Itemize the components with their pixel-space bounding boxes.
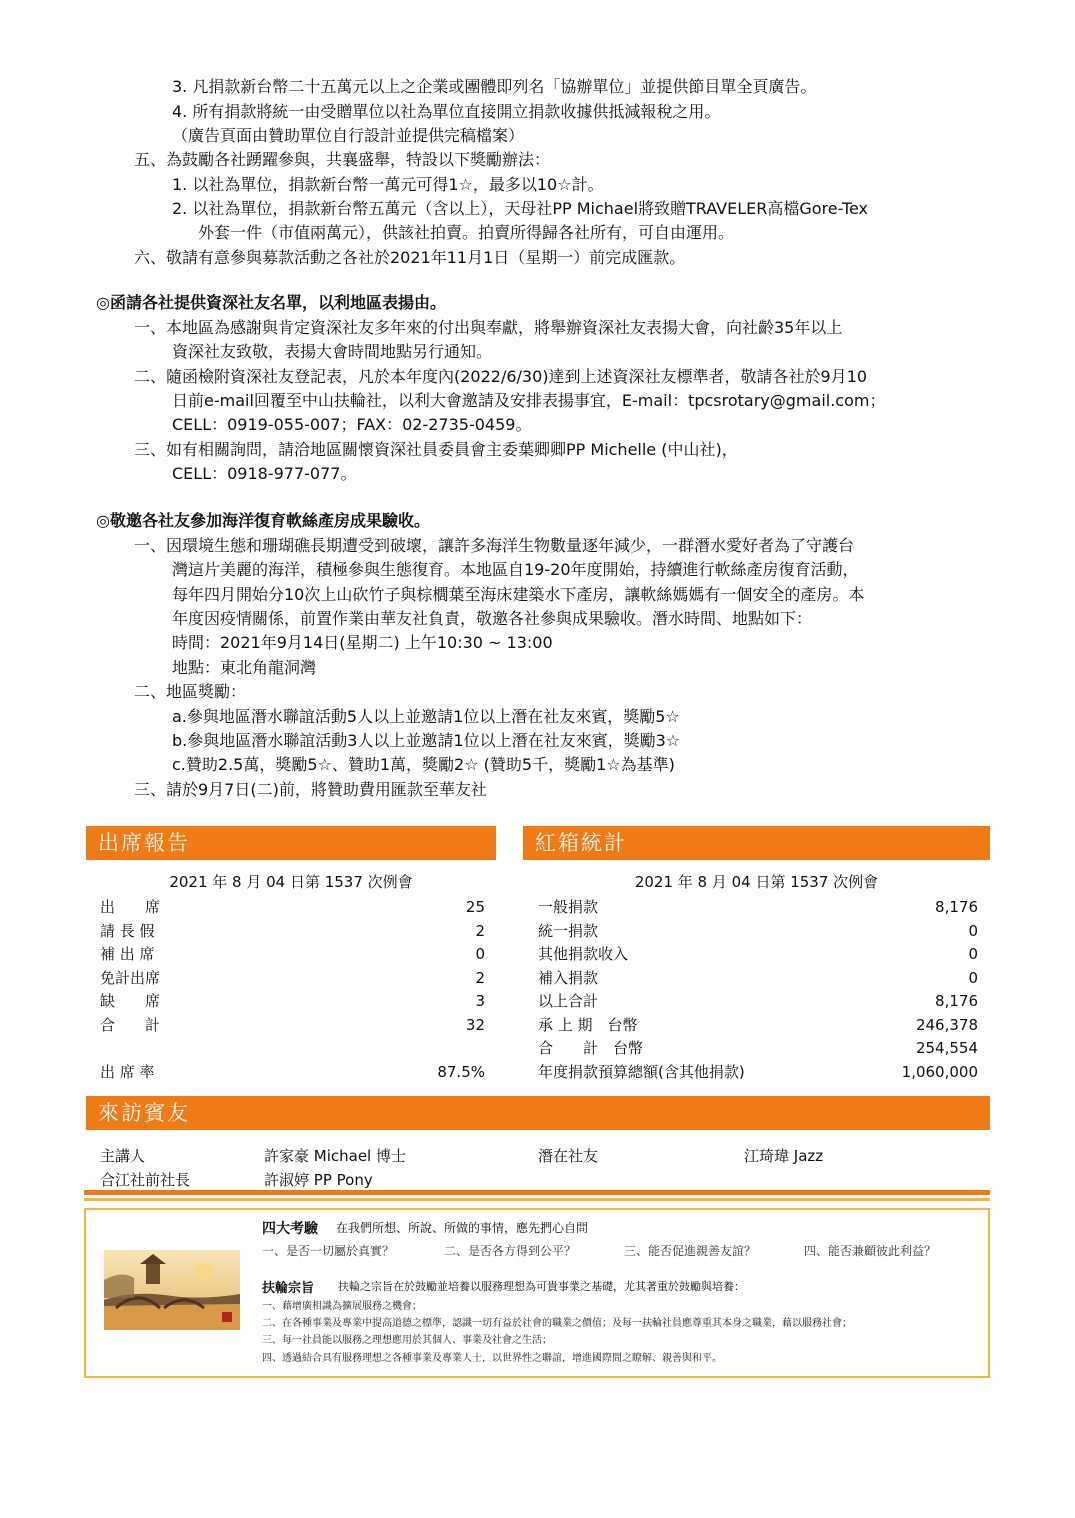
divider-strip <box>84 1190 990 1195</box>
ocean-heading: ◎敬邀各社友參加海洋復育軟絲產房成果驗收。 <box>96 511 430 530</box>
district-reward-heading: 二、地區獎勵： <box>134 682 247 701</box>
redbox-header: 紅箱統計 <box>523 826 990 860</box>
attendance-rate-value: 87.5% <box>437 1063 485 1081</box>
object-intro: 扶輪之宗旨在於鼓勵並培養以服務理想為可貴事業之基礎，尤其著重於鼓勵與培養： <box>338 1280 745 1293</box>
redbox-meeting: 2021 年 8 月 04 日第 1537 次例會 <box>634 873 879 891</box>
ocean-p1: 一、因環境生態和珊瑚礁長期遭受到破壞，讓許多海洋生物數量逐年減少，一群潛水愛好者為了守護台 <box>134 536 855 555</box>
attendance-value: 25 <box>465 898 485 916</box>
attendance-value: 3 <box>475 992 485 1010</box>
remittance-deadline: 六、敬請有意參與募款活動之各社於2021年11月1日（星期一）前完成匯款。 <box>134 248 686 267</box>
senior-p3: 三、如有相關詢問，請洽地區關懷資深社員委員會主委葉卿卿PP Michelle (中山社)， <box>134 440 738 459</box>
donation-rule-3: 3. 凡捐款新台幣二十五萬元以上之企業或團體即列名「協辦單位」並提供節目單全頁廣告。 <box>172 77 817 96</box>
senior-p1: 一、本地區為感謝與肯定資深社友多年來的付出與奉獻，將舉辦資深社友表揚大會，向社齡35年以上 <box>134 318 843 337</box>
senior-p1-cont: 資深社友致敬，表揚大會時間地點另行通知。 <box>172 342 493 361</box>
visitor-role-2: 潛在社友 <box>538 1147 599 1165</box>
redbox-row <box>538 1038 978 1058</box>
four-way-q4: 四、能否兼顧彼此利益？ <box>804 1244 937 1258</box>
object-2: 二、在各種事業及專業中提高道德之標準，認識一切有益於社會的職業之價值；及每一扶輪社員應尊重其本身之職業，藉以服務社會； <box>262 1318 852 1329</box>
visitor-role-3: 合江社前社長 <box>100 1171 191 1189</box>
senior-p2-contact: CELL：0919-055-007；FAX：02-2735-0459。 <box>172 415 532 434</box>
redbox-value: 246,378 <box>915 1015 978 1034</box>
attendance-row <box>100 968 485 988</box>
object-3: 三、每一社員能以服務之理想應用於其個人、事業及社會之生活； <box>262 1335 552 1346</box>
attendance-value: 2 <box>475 968 485 987</box>
senior-p2: 二、隨函檢附資深社友登記表，凡於本年度內(2022/6/30)達到上述資深社友標準者，敬請各社於9月10 <box>134 367 868 386</box>
redbox-row <box>538 1062 978 1082</box>
object-1: 一、藉增廣相識為擴展服務之機會； <box>262 1301 422 1312</box>
visitor-name-3: 許淑婷 PP Pony <box>264 1171 373 1189</box>
attendance-value: 32 <box>465 1015 485 1034</box>
redbox-label: 補入捐款 <box>538 968 599 987</box>
ocean-p1-c: 每年四月開始分10次上山砍竹子與棕櫚葉至海床建築水下產房，讓軟絲媽媽有一個安全的產房。本 <box>172 585 865 604</box>
attendance-label: 免計出席 <box>100 968 161 987</box>
district-reward-c: c.贊助2.5萬，獎勵5☆、贊助1萬，獎勵2☆ (贊助5千，獎勵1☆為基準) <box>172 755 675 774</box>
attendance-row <box>100 991 485 1011</box>
redbox-label: 承 上 期 台幣 <box>538 1015 638 1034</box>
visitor-name-2: 江琦瑋 Jazz <box>744 1147 824 1165</box>
sponsor-deadline: 三、請於9月7日(二)前，將贊助費用匯款至華友社 <box>134 780 487 799</box>
redbox-row <box>538 921 978 941</box>
redbox-row <box>538 1015 978 1035</box>
redbox-label: 統一捐款 <box>538 921 599 940</box>
district-reward-b: b.參與地區潛水聯誼活動3人以上並邀請1位以上潛在社友來賓，獎勵3☆ <box>172 731 681 750</box>
reward-rule-2-cont: 外套一件（市值兩萬元），供該社拍賣。拍賣所得歸各社所有，可自由運用。 <box>198 223 735 242</box>
redbox-value: 0 <box>968 945 978 963</box>
reward-heading: 五、為鼓勵各社踴躍參與，共襄盛舉，特設以下獎勵辦法： <box>134 150 551 169</box>
attendance-row <box>100 1015 485 1035</box>
ocean-p1-d: 年度因疫情關係，前置作業由華友社負責，敬邀各社參與成果驗收。潛水時間、地點如下： <box>172 609 813 628</box>
redbox-value: 254,554 <box>915 1039 978 1057</box>
attendance-value: 2 <box>475 921 485 940</box>
four-way-q2: 二、是否各方得到公平？ <box>444 1244 577 1258</box>
redbox-value: 8,176 <box>935 898 978 916</box>
senior-heading: ◎函請各社提供資深社友名單，以利地區表揚由。 <box>96 293 446 312</box>
attendance-row <box>100 944 485 964</box>
redbox-value: 0 <box>968 968 978 987</box>
attendance-header: 出席報告 <box>86 826 496 860</box>
ocean-p1-b: 灣這片美麗的海洋，積極參與生態復育。本地區自19-20年度開始，持續進行軟絲產房復育活動， <box>172 560 859 579</box>
redbox-value: 1,060,000 <box>901 1062 978 1081</box>
district-reward-a: a.參與地區潛水聯誼活動5人以上並邀請1位以上潛在社友來賓，獎勵5☆ <box>172 707 680 726</box>
attendance-value: 0 <box>475 945 485 963</box>
redbox-value: 8,176 <box>935 992 978 1010</box>
visitors-header: 來訪賓友 <box>86 1096 990 1130</box>
redbox-label: 合 計 台幣 <box>538 1039 644 1057</box>
four-way-subtitle: 在我們所想、所說、所做的事情，應先捫心自問 <box>336 1221 589 1235</box>
redbox-row <box>538 897 978 917</box>
attendance-row <box>100 921 485 941</box>
donation-rule-4: 4. 所有捐款將統一由受贈單位以社為單位直接開立捐款收據供抵減報稅之用。 <box>172 102 721 121</box>
senior-p2-cont: 日前e-mail回覆至中山扶輪社，以利大會邀請及安排表揚事宜，E-mail：tpcsrotary@gmail.com； <box>172 391 886 410</box>
redbox-row <box>538 968 978 988</box>
attendance-row <box>100 897 485 917</box>
attendance-label: 合 計 <box>100 1015 161 1034</box>
attendance-rate-row <box>100 1062 485 1082</box>
four-way-q1: 一、是否一切屬於真實？ <box>262 1244 395 1258</box>
redbox-label: 以上合計 <box>538 992 599 1010</box>
divider-strip-thin <box>84 1198 990 1201</box>
object-4: 四、透過結合具有服務理想之各種事業及專業人士，以世界性之聯誼，增進國際間之瞭解、親善與和平。 <box>262 1353 722 1364</box>
attendance-rate-label: 出 席 率 <box>100 1063 155 1081</box>
reward-rule-2: 2. 以社為單位，捐款新台幣五萬元（含以上），天母社PP Michael將致贈TRAVELER高檔Gore-Tex <box>172 199 869 218</box>
bridge-illustration <box>104 1250 240 1330</box>
dive-time: 時間：2021年9月14日(星期二) 上午10:30 ~ 13:00 <box>172 633 553 652</box>
four-way-q3: 三、能否促進親善友誼？ <box>624 1244 757 1258</box>
redbox-label: 一般捐款 <box>538 898 599 916</box>
attendance-label: 請 長 假 <box>100 921 155 940</box>
attendance-label: 出 席 <box>100 898 161 916</box>
redbox-label: 年度捐款預算總額(含其他捐款) <box>538 1062 745 1081</box>
redbox-row <box>538 991 978 1011</box>
visitor-name-1: 許家豪 Michael 博士 <box>264 1147 406 1165</box>
ad-note: （廣告頁面由贊助單位自行設計並提供完稿檔案） <box>172 126 525 145</box>
reward-rule-1: 1. 以社為單位，捐款新台幣一萬元可得1☆，最多以10☆計。 <box>172 175 604 194</box>
object-title: 扶輪宗旨 <box>262 1281 315 1296</box>
attendance-label: 補 出 席 <box>100 945 155 963</box>
visitor-role-1: 主講人 <box>100 1147 146 1165</box>
senior-p3-cell: CELL：0918-977-077。 <box>172 464 357 483</box>
redbox-value: 0 <box>968 921 978 940</box>
four-way-title: 四大考驗 <box>262 1221 318 1237</box>
redbox-row <box>538 944 978 964</box>
attendance-label: 缺 席 <box>100 992 161 1010</box>
dive-place: 地點：東北角龍洞灣 <box>172 658 317 677</box>
redbox-label: 其他捐款收入 <box>538 945 629 963</box>
attendance-meeting: 2021 年 8 月 04 日第 1537 次例會 <box>169 873 413 891</box>
